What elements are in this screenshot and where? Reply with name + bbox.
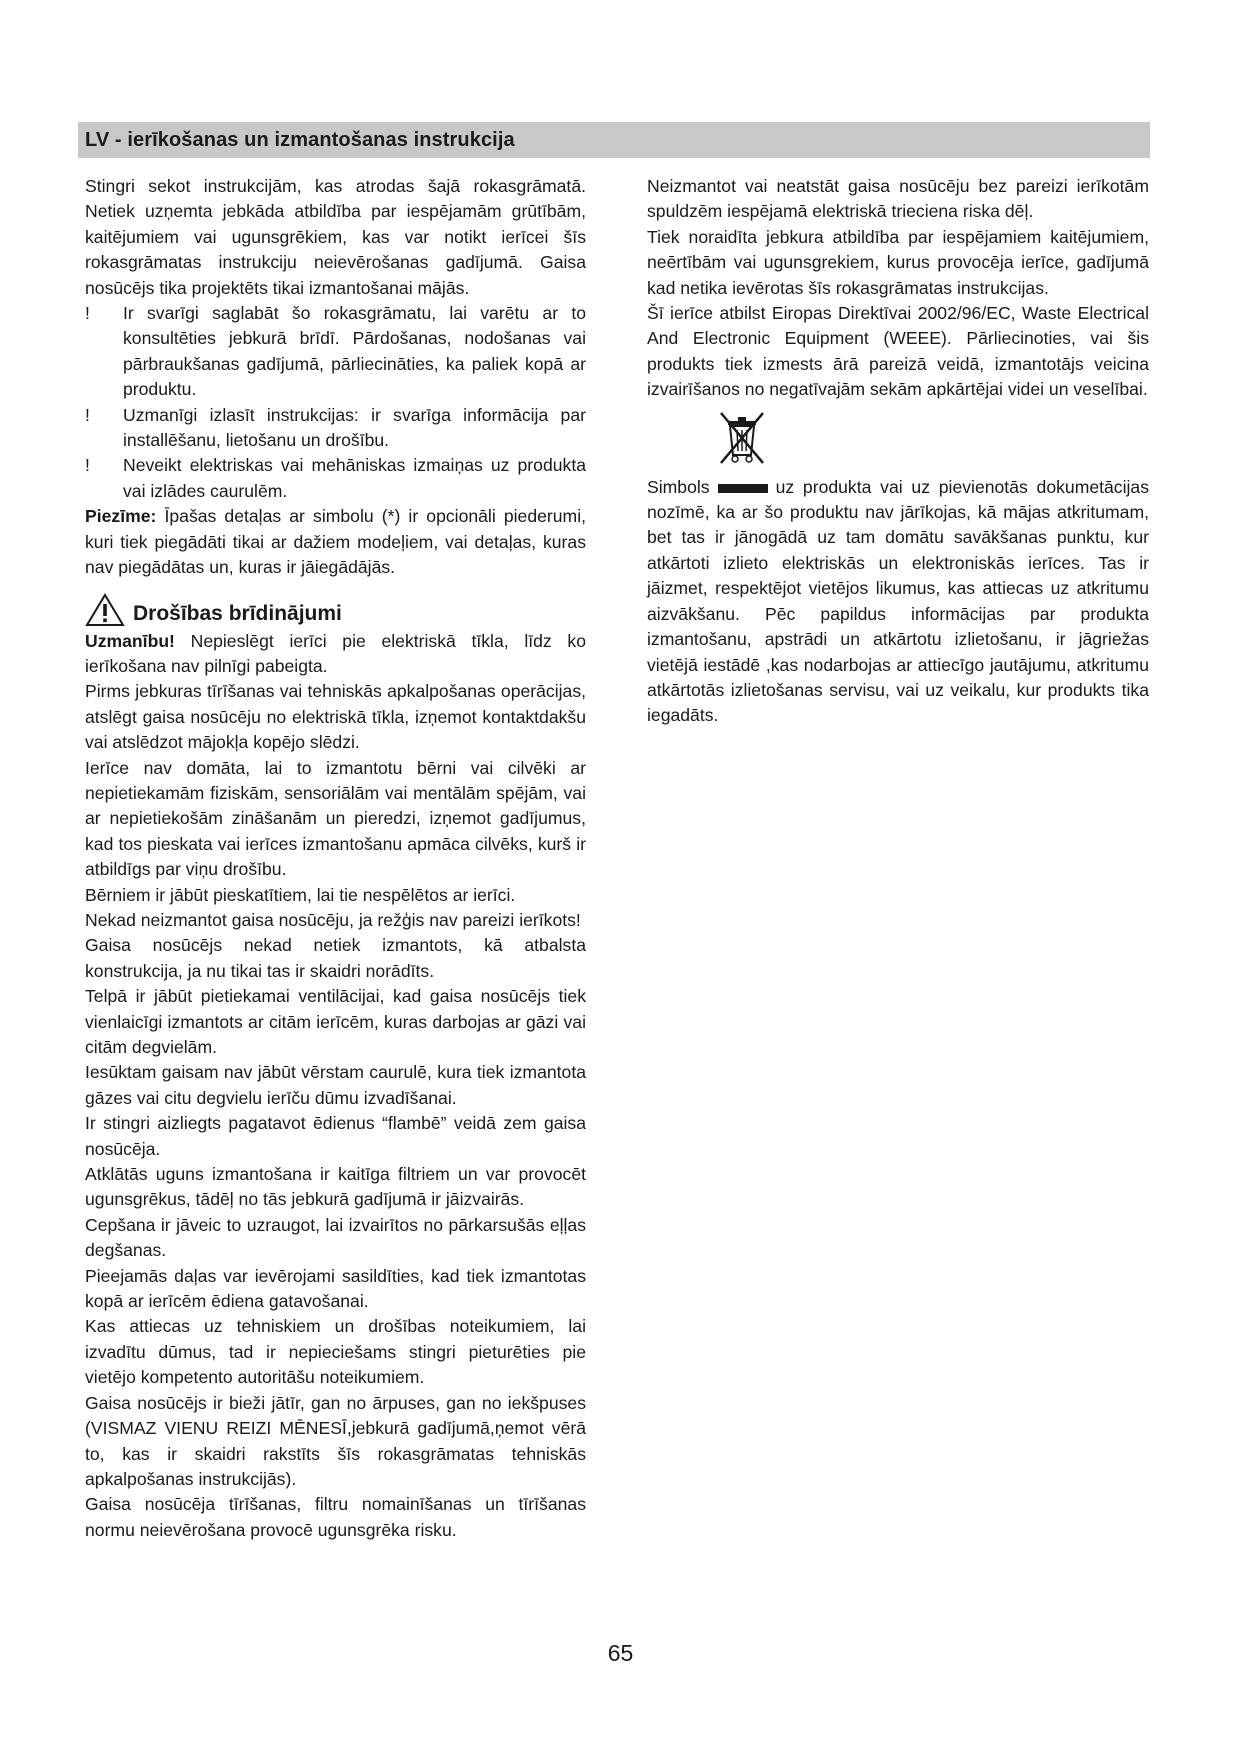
note-text: Īpašas detaļas ar simbolu (*) ir opcionāli piederumi, kuri tiek piegādāti tikai ar dažiem modeļiem, vai detaļas, kuras nav piegādātas un, kuras ir jāiegādājās.	[85, 506, 586, 578]
bullet-text: Uzmanīgi izlasīt instrukcijas: ir svarīga informācija par installēšanu, lietošanu un drošību.	[123, 404, 586, 451]
bullet-mark: !	[85, 303, 90, 324]
list-item	[85, 301, 586, 403]
list-item	[85, 453, 586, 504]
safety-paragraph: Gaisa nosūcēja tīrīšanas, filtru nomainīšanas un tīrīšanas normu neievērošana provocē ugunsgrēka risku.	[85, 1494, 586, 1540]
left-column	[85, 174, 586, 1543]
safety-paragraph: Ir stingri aizliegts pagatavot ēdienus “flambē” veidā zem gaisa nosūcēja.	[85, 1113, 586, 1159]
right-paragraph: Tiek noraidīta jebkura atbildība par iespējamiem kaitējumiem, neērtībām vai ugunsgrekiem, kurus provocēja ierīce, gadījumā kad netika ievērotas šīs rokasgrāmatas instrukcijas.	[647, 226, 1149, 298]
safety-paragraph: Kas attiecas uz tehniskiem un drošības noteikumiem, lai izvadītu dūmus, tad ir nepieciešams stingri pieturēties pie vietējo kompetento autoritāšu noteikumiem.	[85, 1316, 586, 1388]
symbol-paragraph	[647, 475, 1149, 729]
black-bar-icon	[718, 484, 768, 493]
section-header-bar	[78, 122, 1150, 158]
right-paragraph: Šī ierīce atbilst Eiropas Direktīvai 2002/96/EC, Waste Electrical And Electronic Equipment (WEEE). Pārliecinoties, vai šis produkts tiek izmests ārā pareizā veidā, izmantotājs veicina izvairīšanos no negatīvajām sekām apkārtējai videi un veselībai.	[647, 303, 1149, 400]
symbol-prefix: Simbols	[647, 476, 710, 497]
note-paragraph	[85, 504, 586, 580]
safety-paragraph: Gaisa nosūcējs nekad netiek izmantots, kā atbalsta konstrukcija, ja nu tikai tas ir skaidri norādīts.	[85, 935, 586, 981]
bullet-mark: !	[85, 455, 90, 476]
note-label: Piezīme:	[85, 506, 157, 527]
safety-paragraph: Pieejamās daļas var ievērojami sasildīties, kad tiek izmantotas kopā ar ierīcēm ēdiena gatavošanai.	[85, 1265, 586, 1312]
safety-paragraph: Iesūktam gaisam nav jābūt vērstam caurulē, kura tiek izmantota gāzes vai citu degvielu ierīču dūmu izvadīšanai.	[85, 1062, 586, 1108]
weee-symbol	[715, 409, 769, 467]
warning-triangle-icon	[85, 593, 125, 627]
bullet-mark: !	[85, 404, 90, 425]
page-number: 65	[607, 1640, 634, 1666]
intro-paragraph: Stingri sekot instrukcijām, kas atrodas šajā rokasgrāmatā. Netiek uzņemta jebkāda atbildība par iespējamām grūtībām, kaitējumiem vai ugunsgrēkiem, kas var notikt ierīcei šīs rokasgrāmatas instrukciju neievērošanas gadījumā. Gaisa nosūcējs tika projektēts tikai izmantošanai mājās.	[85, 176, 586, 298]
safety-paragraph: Atklātās uguns izmantošana ir kaitīga filtriem un var provocēt ugunsgrēkus, tādēļ no tās jebkurā gadījumā ir jāizvairās.	[85, 1164, 586, 1210]
bullet-text: Ir svarīgi saglabāt šo rokasgrāmatu, lai varētu ar to konsultēties jebkurā brīdī. Pārdošanas, nodošanas vai pārbraukšanas gadījumā, pārliecināties, ka paliek kopā ar produktu.	[123, 303, 586, 400]
safety-paragraph: Cepšana ir jāveic to uzraugot, lai izvairītos no pārkarsušās eļļas degšanas.	[85, 1214, 586, 1261]
page-title: LV - ierīkošanas un izmantošanas instrukcija	[85, 129, 515, 151]
bullet-text: Neveikt elektriskas vai mehāniskas izmaiņas uz produkta vai izlādes caurulēm.	[123, 455, 586, 501]
symbol-text: uz produkta vai uz pievienotās dokumetācijas nozīmē, ka ar šo produktu nav jārīkojas, kā mājas atkritumam, bet tas ir jānogādā uz tam domātu savākšanas punktu, kur atkārtoti izlieto elektriskās un elektroniskās ierīces. Tas ir jāizmet, respektējot vietējos likumus, kas attiecas uz atkritumu aizvākšanu. Pēc papildus informācijas par produkta izmantošanu, apstrādi un atkārtotu izlietošanu, ir jāgriežas vietējā iestādē ,kas nodarbojas ar attiecīgo jautājumu, atkritumu atkārtotās izlietošanas servisu, vai uz veikalu, kur produkts tika iegadāts.	[647, 476, 1149, 726]
caution-paragraph	[85, 629, 586, 680]
safety-paragraph: Bērniem ir jābūt pieskatītiem, lai tie nespēlētos ar ierīci.	[85, 884, 516, 905]
caution-text: Nepieslēgt ierīci pie elektriskā tīkla, līdz ko ierīkošana nav pilnīgi pabeigta.	[85, 630, 586, 676]
safety-paragraph: Nekad neizmantot gaisa nosūcēju, ja režģis nav pareizi ierīkots!	[85, 909, 581, 930]
warning-heading	[85, 593, 586, 627]
safety-paragraph: Gaisa nosūcējs ir bieži jātīr, gan no ārpuses, gan no iekšpuses (VISMAZ VIENU REIZI MĒNESĪ,jebkurā gadījumā,ņemot vērā to, kas ir skaidri rakstīts šīs rokasgrāmatas tehniskās apkalpošanas instrukcijās).	[85, 1392, 586, 1489]
right-paragraph: Neizmantot vai neatstāt gaisa nosūcēju bez pareizi ierīkotām spuldzēm iespējamā elektriskā trieciena riska dēļ.	[647, 176, 1149, 222]
caution-label: Uzmanību!	[85, 630, 175, 651]
list-item	[85, 403, 586, 454]
warning-title: Drošības brīdinājumi	[133, 601, 342, 625]
crossed-out-wheelie-bin-icon	[715, 409, 769, 467]
safety-paragraph: Telpā ir jābūt pietiekamai ventilācijai, kad gaisa nosūcējs tiek vienlaicīgi izmantots ar citām ierīcēm, kuras darbojas ar gāzi vai citām degvielām.	[85, 986, 586, 1057]
safety-paragraph: Ierīce nav domāta, lai to izmantotu bērni vai cilvēki ar nepietiekamām fiziskām, sensoriālām vai mentālām spējām, vai ar nepietiekošām zināšanām un pieredzi, izņemot gadījumus, kad tos pieskata vai ierīces izmantošanu apmāca cilvēks, kurš ir atbildīgs par viņu drošību.	[85, 757, 586, 880]
right-column	[647, 174, 1149, 729]
safety-paragraph: Pirms jebkuras tīrīšanas vai tehniskās apkalpošanas operācijas, atslēgt gaisa nosūcēju no elektriskā tīkla, izņemot kontaktdakšu vai atslēdzot mājokļa kopējo slēdzi.	[85, 681, 586, 753]
